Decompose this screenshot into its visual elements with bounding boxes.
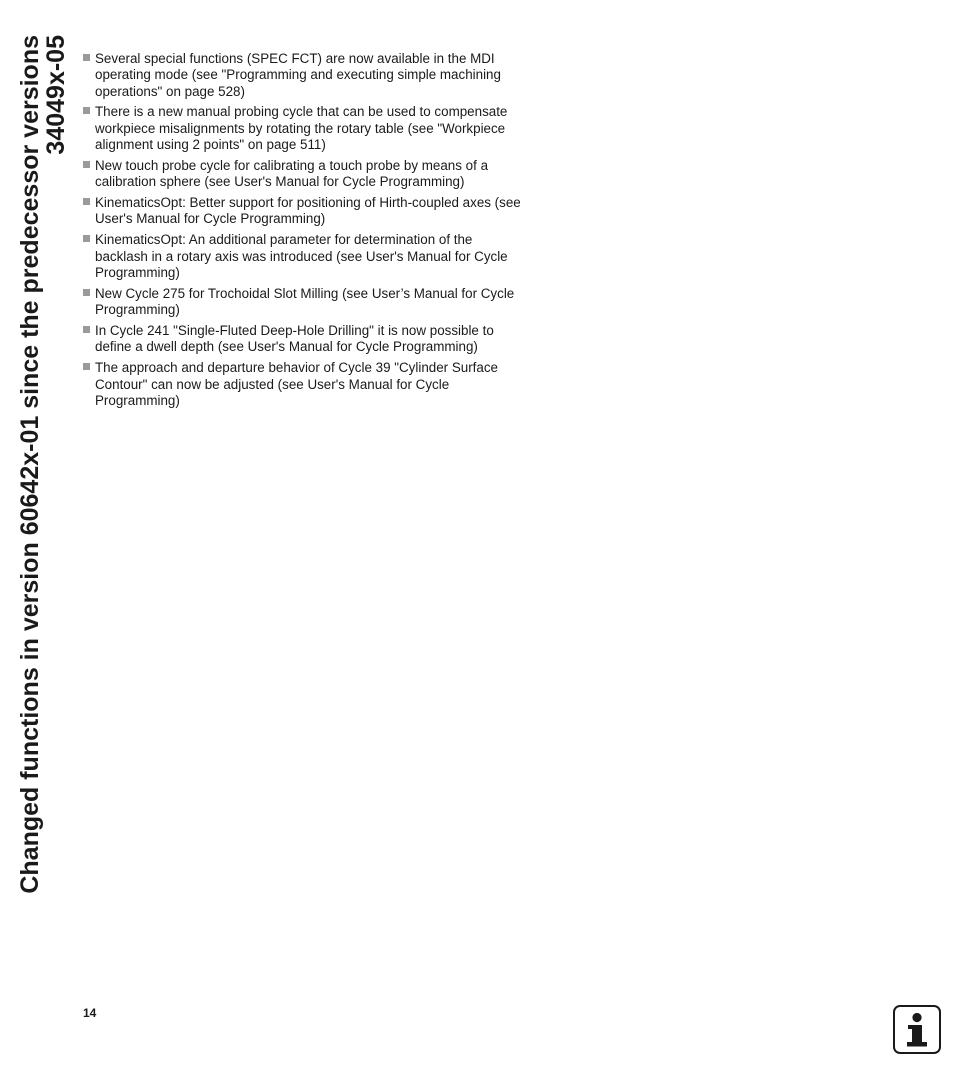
list-item [83,360,528,409]
chapter-title [17,35,69,915]
bullet-list [83,51,528,414]
list-item [83,232,528,281]
info-icon-glyph [895,1007,939,1052]
list-item [83,104,528,153]
list-item-text: There is a new manual probing cycle that can be used to compensate workpiece misalignments by rotating the rotary table (see "Workpiece alignment using 2 points" on page 511) [95,104,508,153]
list-item [83,195,528,228]
bullet-square-icon [83,54,90,61]
bullet-square-icon [83,235,90,242]
page-number: 14 [83,1006,97,1020]
list-item-text: In Cycle 241 "Single-Fluted Deep-Hole Drilling" it is now possible to define a dwell depth (see User's Manual for Cycle Programming) [95,323,494,355]
bullet-square-icon [83,289,90,296]
chapter-title-line-1: Changed functions in version 60642x-01 since the predecessor versions [16,35,44,894]
list-item-text: KinematicsOpt: Better support for positioning of Hirth-coupled axes (see User's Manual for Cycle Programming) [95,195,521,227]
bullet-square-icon [83,198,90,205]
list-item [83,158,528,191]
list-item-text: The approach and departure behavior of Cycle 39 "Cylinder Surface Contour" can now be adjusted (see User's Manual for Cycle Programming) [95,360,498,408]
bullet-square-icon [83,363,90,370]
list-item [83,286,528,319]
chapter-title-line-2: 34049x-05 [42,35,70,155]
list-item-text: New touch probe cycle for calibrating a touch probe by means of a calibration sphere (see User's Manual for Cycle Programming) [95,157,489,190]
list-item-text: New Cycle 275 for Trochoidal Slot Milling (see User’s Manual for Cycle Programming) [95,285,515,318]
bullet-square-icon [83,326,90,333]
bullet-square-icon [83,107,90,114]
list-item [83,323,528,356]
list-item [83,51,528,100]
bullet-square-icon [83,161,90,168]
list-item-text: KinematicsOpt: An additional parameter for determination of the backlash in a rotary axis was introduced (see User's Manual for Cycle Programming) [95,232,508,280]
info-icon [893,1005,941,1054]
list-item-text: Several special functions (SPEC FCT) are now available in the MDI operating mode (see "Programming and executing simple machining operations" on page 528) [95,51,501,99]
